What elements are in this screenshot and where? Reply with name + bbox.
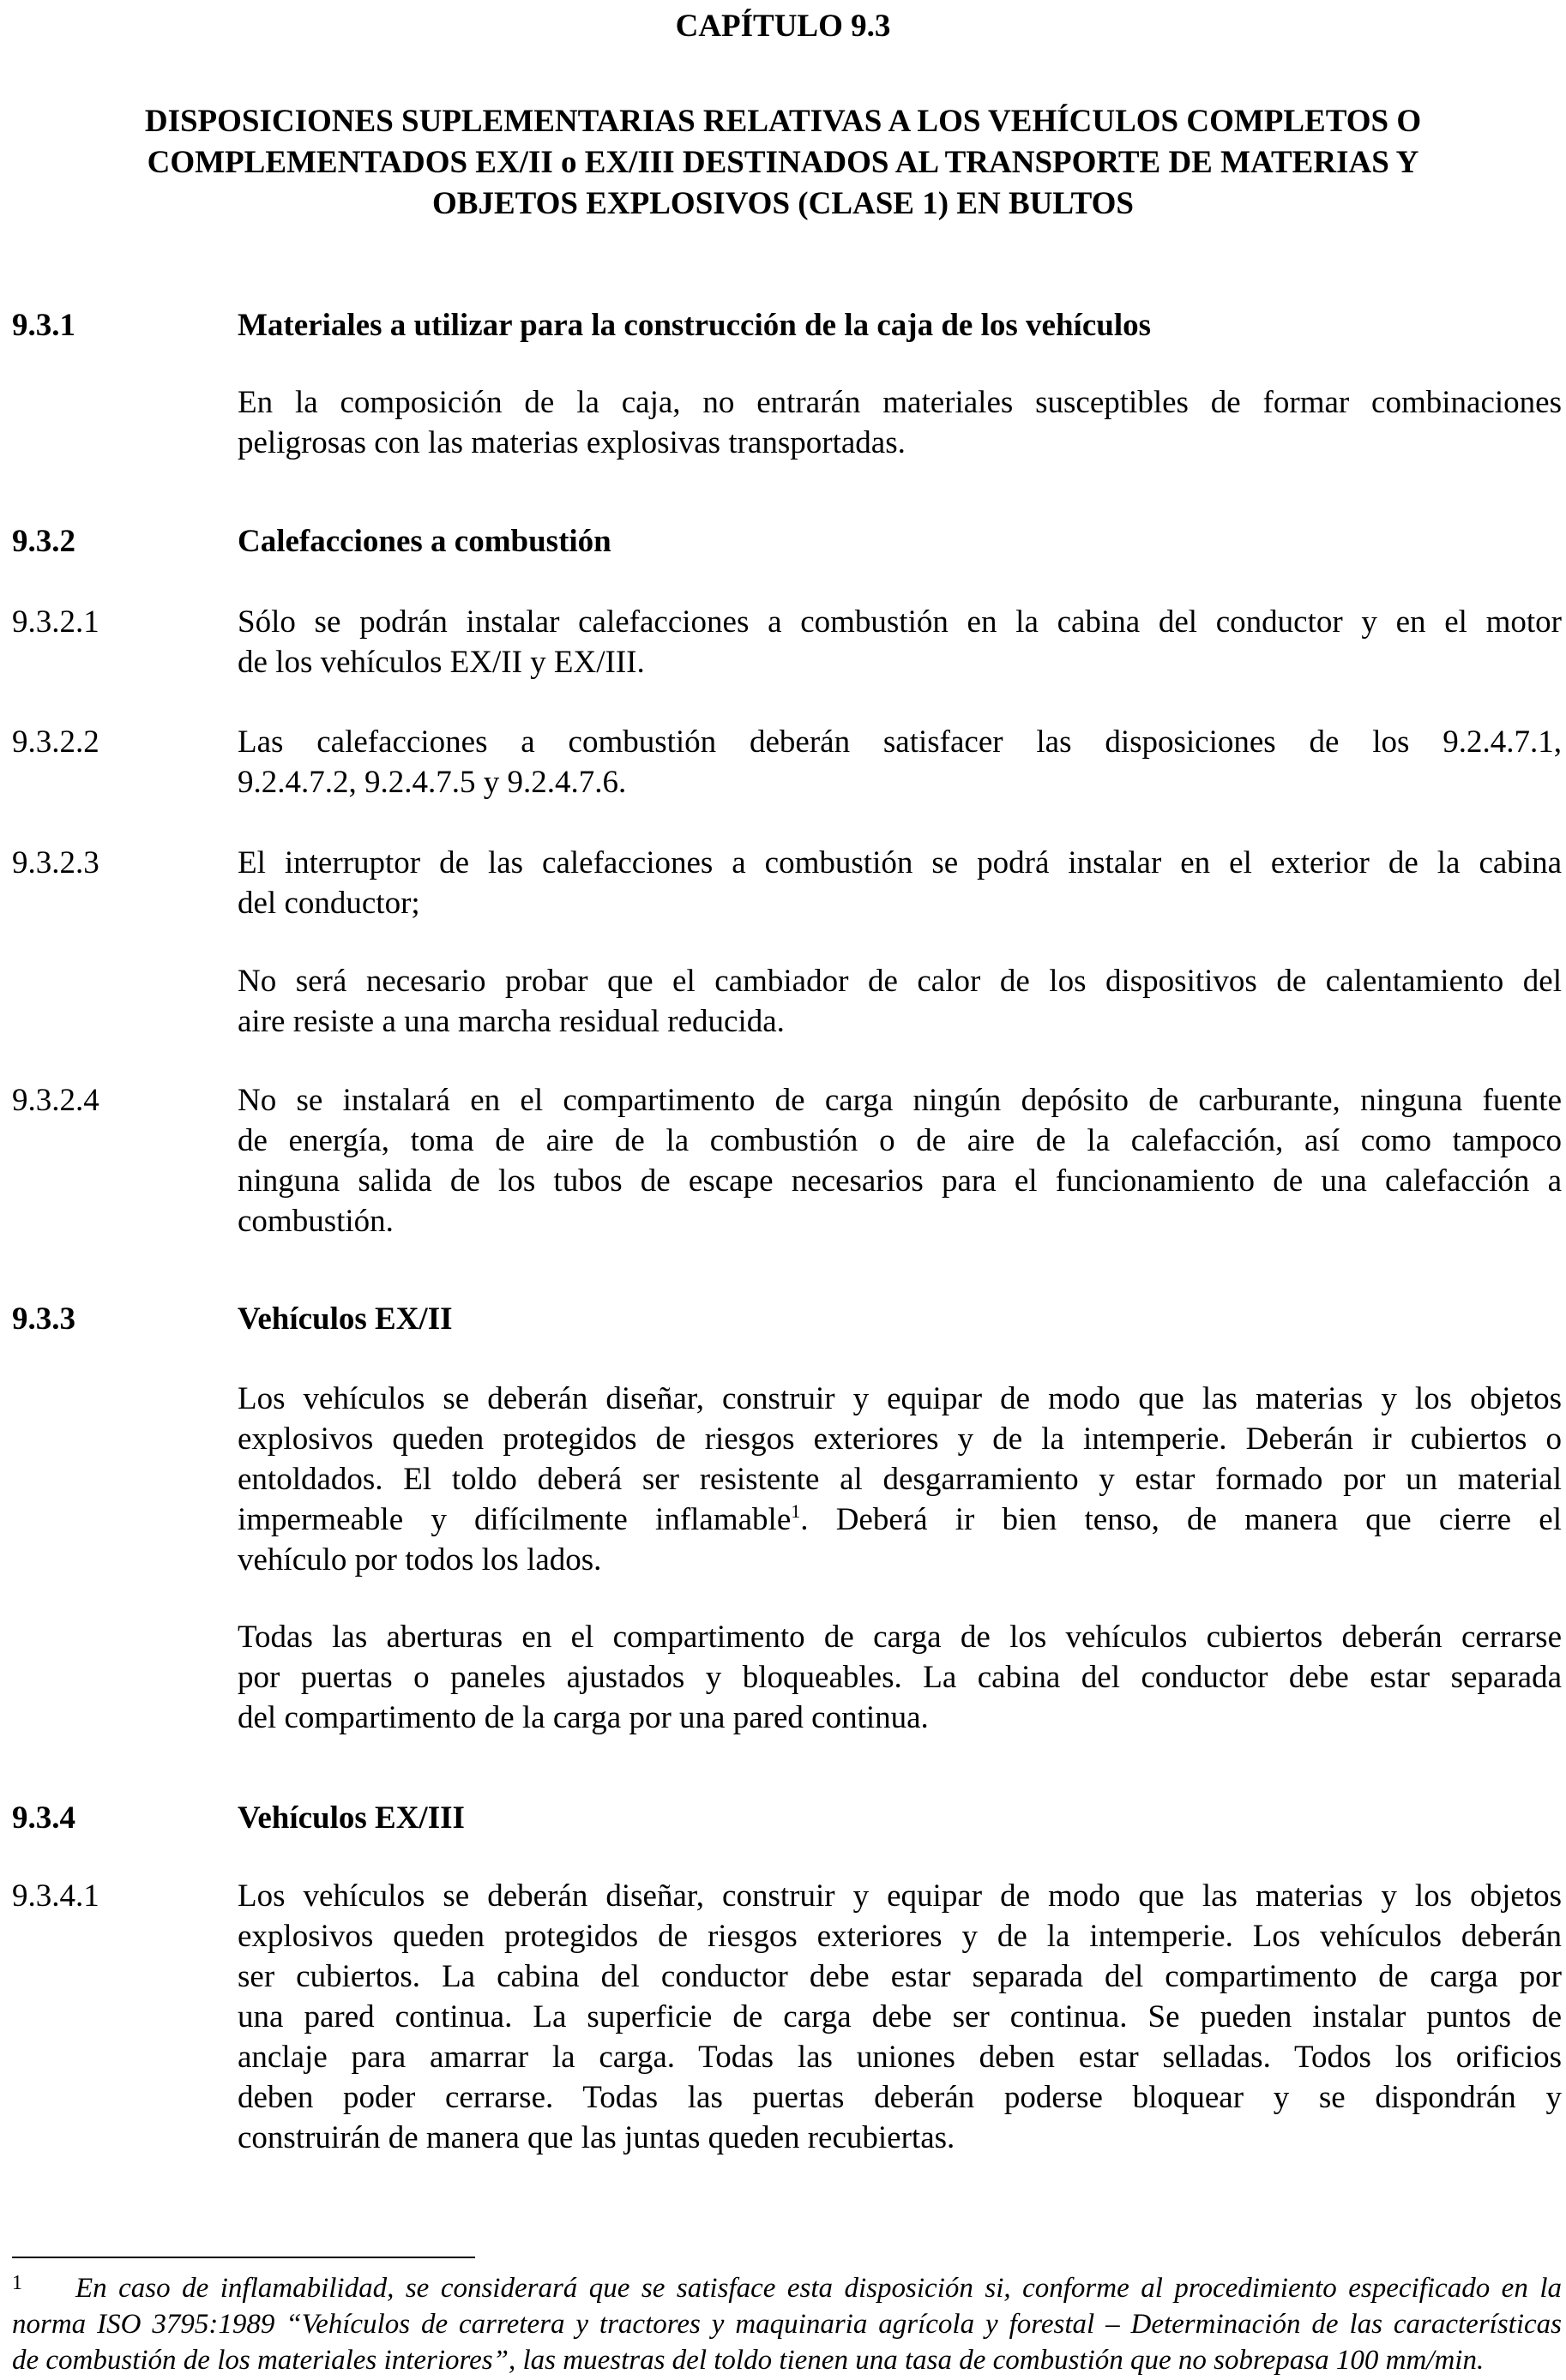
text-line: entoldados. El toldo deberá ser resistente al desgarramiento y estar formado por un material — [238, 1462, 1562, 1497]
text-line: del conductor; — [238, 886, 420, 921]
text-line: de los vehículos EX/II y EX/III. — [238, 645, 645, 680]
title-line: COMPLEMENTADOS EX/II o EX/III DESTINADOS AL TRANSPORTE DE MATERIAS Y — [147, 145, 1419, 180]
text-line: del compartimento de la carga por una pared continua. — [238, 1700, 929, 1735]
footnote-text — [12, 2270, 1562, 2378]
title-line: DISPOSICIONES SUPLEMENTARIAS RELATIVAS A LOS VEHÍCULOS COMPLETOS O — [144, 104, 1422, 139]
text-line: una pared continua. La superficie de carga debe ser continua. Se pueden instalar puntos de — [238, 1999, 1562, 2034]
title-line: OBJETOS EXPLOSIVOS (CLASE 1) EN BULTOS — [432, 186, 1134, 221]
text-fragment: impermeable y difícilmente inflamable — [238, 1502, 792, 1537]
subsection-number: 9.3.2.4 — [12, 1083, 99, 1118]
subsection-number: 9.3.2.3 — [12, 845, 99, 880]
text-line: por puertas o paneles ajustados y bloqueables. La cabina del conductor debe estar separada — [238, 1660, 1562, 1695]
text-line: explosivos queden protegidos de riesgos exteriores y de la intemperie. Deberán ir cubiertos o — [238, 1421, 1562, 1457]
subsection-number: 9.3.2.1 — [12, 604, 99, 640]
text-line: Las calefacciones a combustión deberán satisfacer las disposiciones de los 9.2.4.7.1, — [238, 724, 1562, 760]
section-number: 9.3.1 — [12, 308, 75, 343]
text-line: No será necesario probar que el cambiador de calor de los dispositivos de calentamiento del — [238, 964, 1562, 999]
subsection-number: 9.3.4.1 — [12, 1878, 99, 1914]
section-heading: Calefacciones a combustión — [238, 524, 611, 559]
footnote-separator — [12, 2257, 475, 2258]
chapter-title: CAPÍTULO 9.3 — [675, 9, 891, 44]
text-line: peligrosas con las materias explosivas transportadas. — [238, 425, 906, 460]
footnote-line: En caso de inflamabilidad, se considerará que se satisface esta disposición si, conforme al procedimiento especificado en la — [75, 2273, 1562, 2304]
text-line: Los vehículos se deberán diseñar, construir y equipar de modo que las materias y los objetos — [238, 1878, 1562, 1914]
subsection-number: 9.3.2.2 — [12, 724, 99, 760]
text-fragment: . Deberá ir bien tenso, de manera que cierre el — [800, 1502, 1562, 1537]
text-line: ninguna salida de los tubos de escape necesarios para el funcionamiento de una calefacción a — [238, 1163, 1562, 1199]
text-line: explosivos queden protegidos de riesgos exteriores y de la intemperie. Los vehículos deberán — [238, 1919, 1562, 1954]
section-heading: Vehículos EX/II — [238, 1301, 453, 1337]
text-line: Los vehículos se deberán diseñar, construir y equipar de modo que las materias y los objetos — [238, 1381, 1562, 1416]
text-line: deben poder cerrarse. Todas las puertas deberán poderse bloquear y se dispondrán y — [238, 2080, 1562, 2115]
text-line: anclaje para amarrar la carga. Todas las uniones deben estar selladas. Todos los orificios — [238, 2040, 1562, 2075]
text-line: de energía, toma de aire de la combustión o de aire de la calefacción, así como tampoco — [238, 1123, 1562, 1158]
section-heading: Materiales a utilizar para la construcción de la caja de los vehículos — [238, 308, 1151, 343]
text-line: Todas las aberturas en el compartimento de carga de los vehículos cubiertos deberán cerrarse — [238, 1620, 1562, 1655]
text-line: El interruptor de las calefacciones a combustión se podrá instalar en el exterior de la cabina — [238, 845, 1562, 880]
footnote-line: norma ISO 3795:1989 “Vehículos de carretera y tractores y maquinaria agrícola y forestal – Determinación de las características — [12, 2309, 1562, 2340]
section-number: 9.3.2 — [12, 524, 75, 559]
text-line: construirán de manera que las juntas queden recubiertas. — [238, 2120, 955, 2155]
text-line: Sólo se podrán instalar calefacciones a combustión en la cabina del conductor y en el motor — [238, 604, 1562, 640]
text-line: No se instalará en el compartimento de carga ningún depósito de carburante, ninguna fuente — [238, 1083, 1562, 1118]
document-title — [34, 101, 1532, 225]
text-line: vehículo por todos los lados. — [238, 1542, 602, 1578]
footnote-line: de combustión de los materiales interiores”, las muestras del toldo tienen una tasa de combustión que no sobrepasa 100 mm/min. — [12, 2345, 1485, 2376]
footnote-reference[interactable]: 1 — [791, 1500, 801, 1522]
text-line: aire resiste a una marcha residual reducida. — [238, 1004, 785, 1039]
text-line: 9.2.4.7.2, 9.2.4.7.5 y 9.2.4.7.6. — [238, 765, 627, 800]
section-number: 9.3.3 — [12, 1301, 75, 1337]
text-line: En la composición de la caja, no entrarán materiales susceptibles de formar combinaciones — [238, 385, 1562, 420]
text-line — [238, 1500, 1562, 1540]
section-number: 9.3.4 — [12, 1800, 75, 1836]
section-heading: Vehículos EX/III — [238, 1800, 465, 1836]
footnote-marker: 1 — [12, 2272, 22, 2294]
text-line: ser cubiertos. La cabina del conductor debe estar separada del compartimento de carga por — [238, 1959, 1562, 1994]
text-line: combustión. — [238, 1204, 394, 1239]
